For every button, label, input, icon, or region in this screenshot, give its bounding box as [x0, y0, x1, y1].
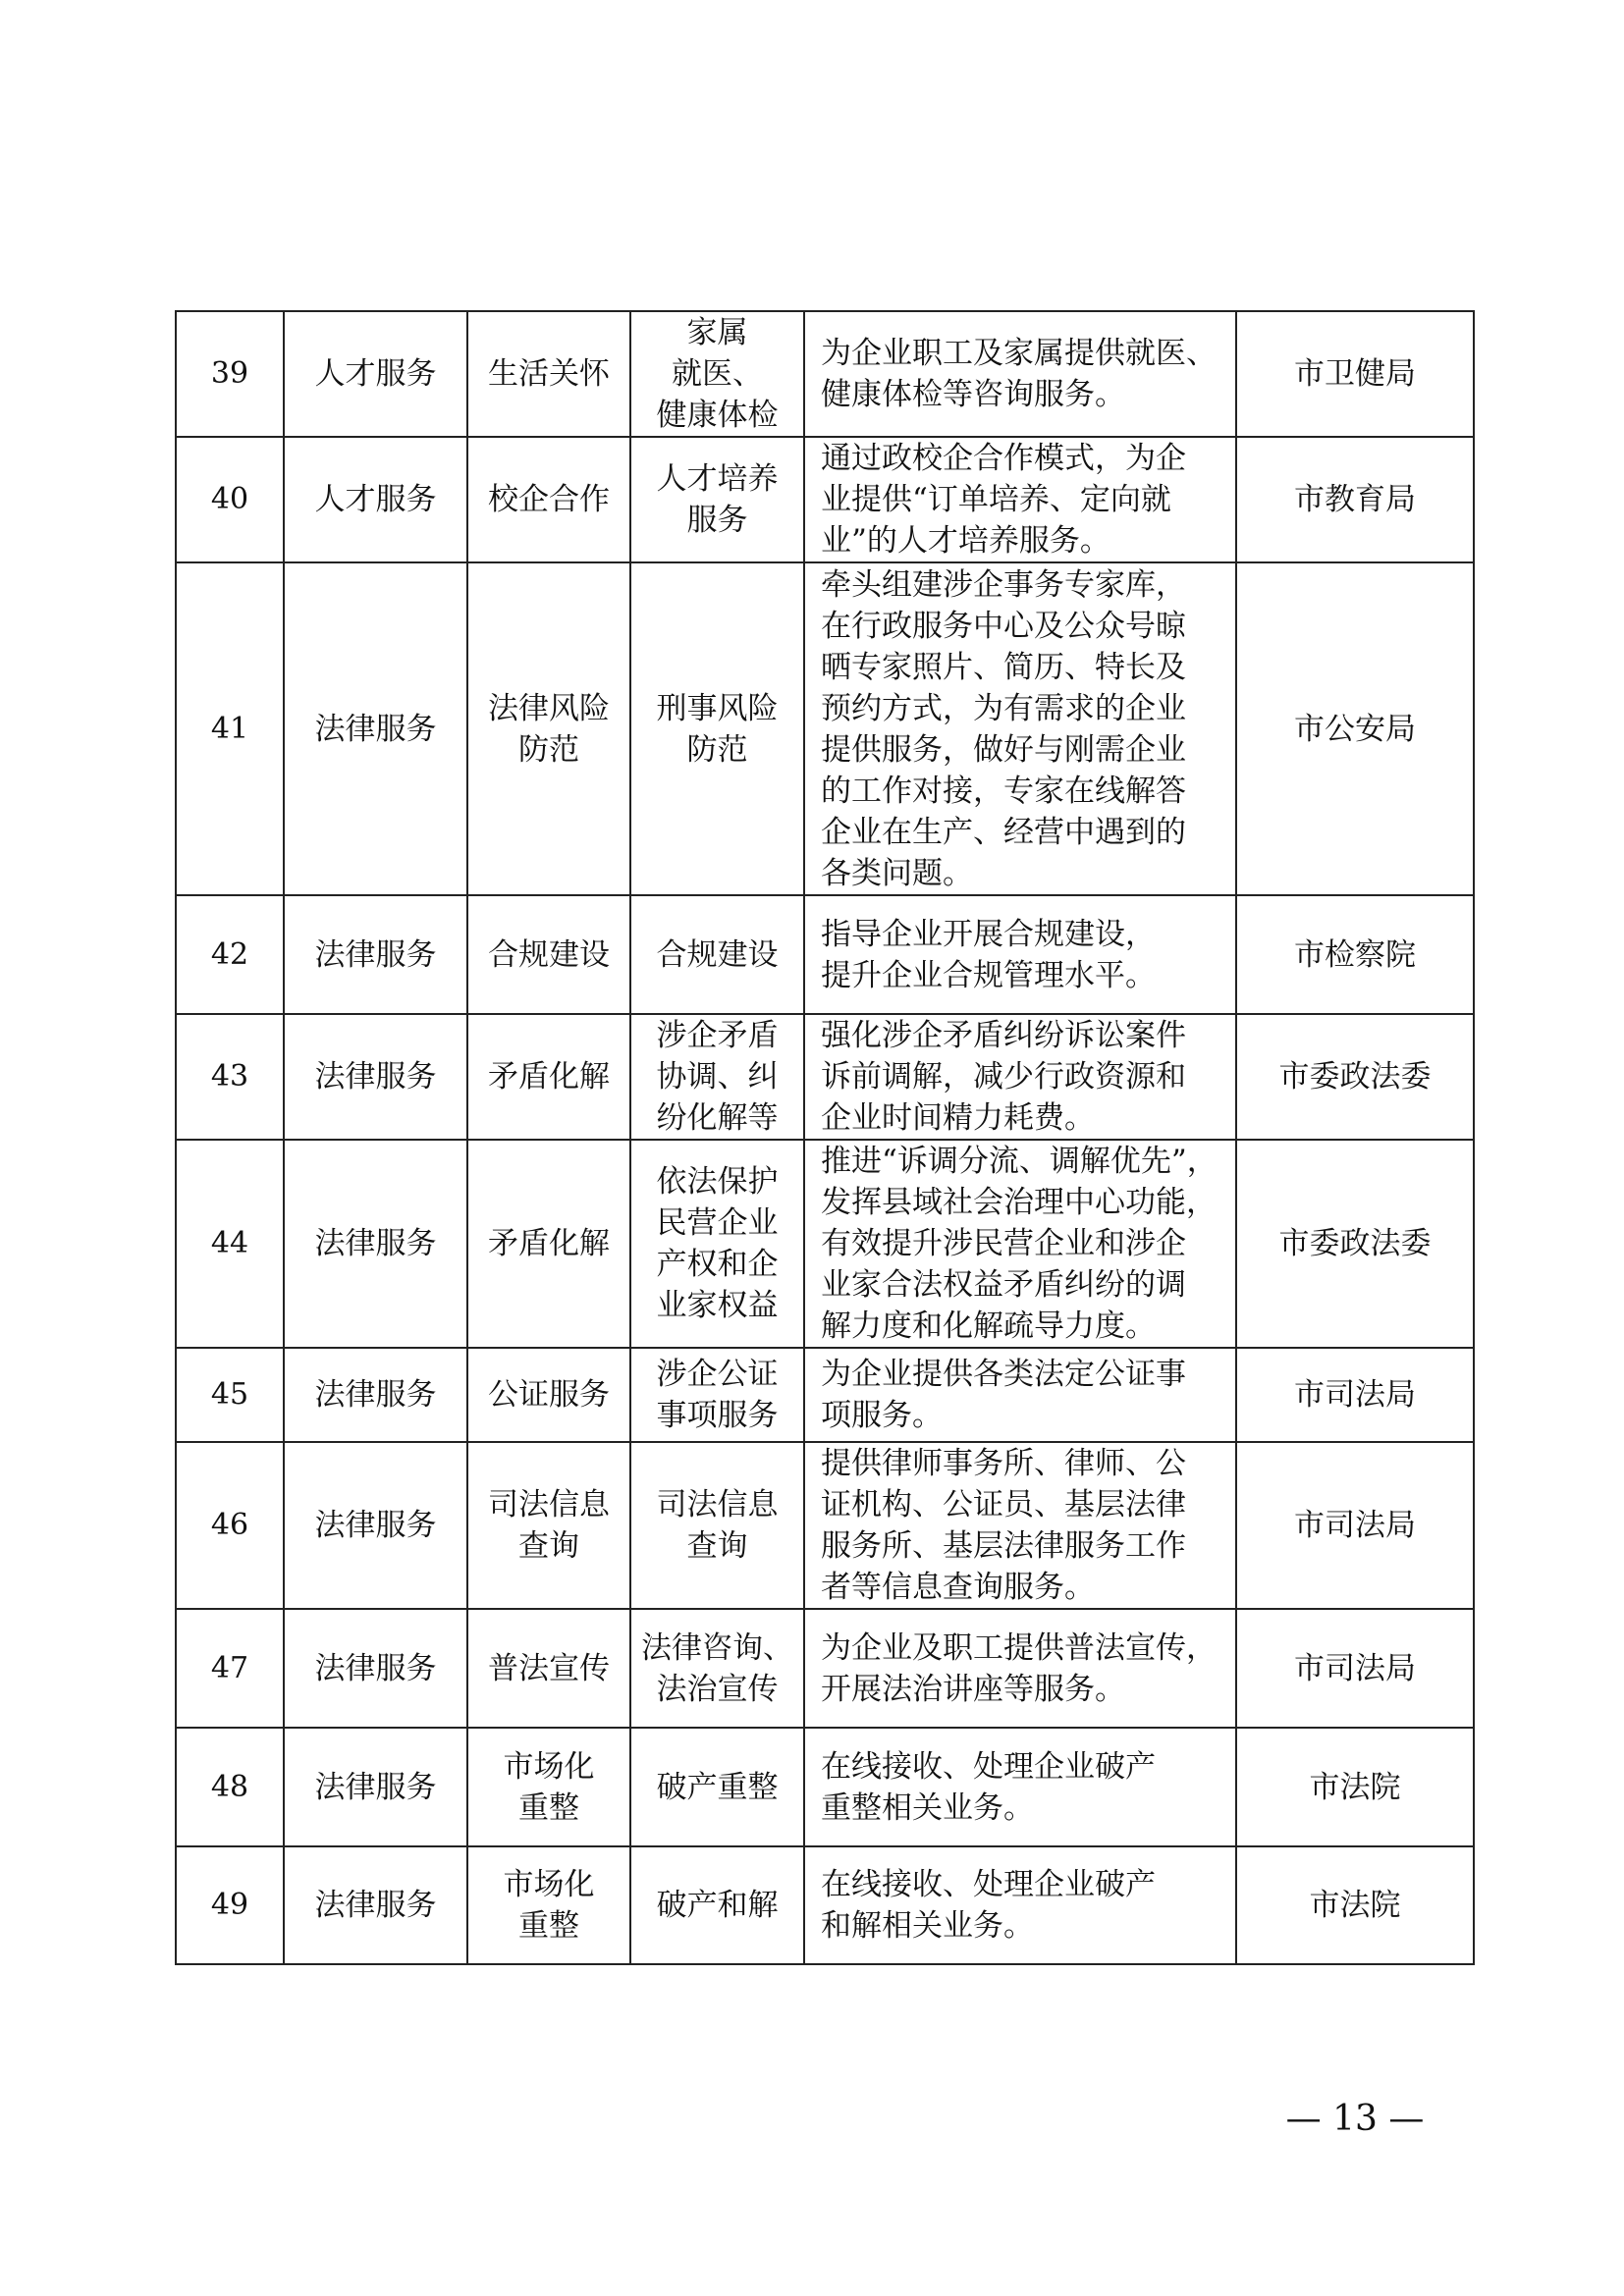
- service-item: [630, 1846, 804, 1964]
- service-table: [175, 310, 1475, 1965]
- service-description: [804, 895, 1236, 1014]
- service-item-line: 事项服务: [656, 1398, 779, 1433]
- service-subcategory-line: 校企合作: [488, 482, 610, 517]
- service-description-line: 提供服务，做好与刚需企业: [821, 731, 1186, 768]
- service-subcategory-line: 重整: [518, 1908, 579, 1944]
- responsible-department: 市教育局: [1236, 437, 1474, 562]
- service-subcategory: [467, 311, 630, 437]
- responsible-department: 市司法局: [1236, 1609, 1474, 1728]
- service-subcategory: [467, 1728, 630, 1846]
- service-item: [630, 437, 804, 562]
- service-item-line: 依法保护: [656, 1164, 779, 1200]
- service-description: [804, 1014, 1236, 1140]
- service-item: [630, 1348, 804, 1442]
- responsible-department: 市委政法委: [1236, 1140, 1474, 1348]
- service-item-line: 涉企公证: [656, 1357, 779, 1392]
- service-description-line: 业提供“订单培养、定向就: [821, 482, 1171, 517]
- service-subcategory: [467, 1609, 630, 1728]
- service-item-line: 合规建设: [656, 936, 779, 973]
- service-subcategory-line: 市场化: [503, 1867, 595, 1902]
- service-description-line: 各类问题。: [821, 855, 973, 891]
- row-number: 44: [176, 1140, 284, 1348]
- row-number: 43: [176, 1014, 284, 1140]
- service-subcategory-line: 矛盾化解: [488, 1059, 610, 1095]
- service-item-line: 破产和解: [656, 1888, 779, 1923]
- row-number: 42: [176, 895, 284, 1014]
- table-row: [176, 1609, 1474, 1728]
- table-row: [176, 895, 1474, 1014]
- table-row: [176, 1728, 1474, 1846]
- service-subcategory: [467, 1348, 630, 1442]
- service-item-line: 民营企业: [656, 1205, 779, 1241]
- service-subcategory: [467, 895, 630, 1014]
- service-item-line: 业家权益: [656, 1288, 779, 1323]
- service-description-line: 服务所、基层法律服务工作: [821, 1528, 1186, 1564]
- service-description-line: 重整相关业务。: [821, 1789, 1034, 1826]
- service-description-line: 在行政服务中心及公众号晾: [821, 608, 1186, 644]
- responsible-department: 市法院: [1236, 1728, 1474, 1846]
- service-description: [804, 1846, 1236, 1964]
- service-item-line: 纷化解等: [656, 1100, 779, 1136]
- service-item-line: 法律咨询、: [641, 1629, 793, 1666]
- service-description-line: 牵头组建涉企事务专家库，: [821, 566, 1186, 603]
- service-category: 法律服务: [284, 1609, 467, 1728]
- service-description-line: 为企业职工及家属提供就医、: [821, 336, 1217, 371]
- service-item: [630, 311, 804, 437]
- service-item: [630, 1609, 804, 1728]
- responsible-department: 市司法局: [1236, 1348, 1474, 1442]
- service-description-line: 开展法治讲座等服务。: [821, 1671, 1125, 1707]
- table-row: [176, 1846, 1474, 1964]
- table-row: [176, 1442, 1474, 1609]
- service-subcategory-line: 查询: [518, 1528, 579, 1564]
- row-number: 49: [176, 1846, 284, 1964]
- responsible-department: 市公安局: [1236, 562, 1474, 895]
- service-item-line: 产权和企: [656, 1247, 779, 1282]
- service-category: 法律服务: [284, 1140, 467, 1348]
- service-description-line: 者等信息查询服务。: [821, 1570, 1095, 1605]
- service-subcategory-line: 合规建设: [488, 936, 610, 973]
- service-description: [804, 1728, 1236, 1846]
- service-subcategory-line: 普法宣传: [488, 1650, 610, 1686]
- service-description: [804, 1348, 1236, 1442]
- service-description-line: 通过政校企合作模式，为企: [821, 441, 1186, 476]
- service-subcategory-line: 矛盾化解: [488, 1226, 610, 1261]
- service-item: [630, 562, 804, 895]
- service-item-line: 破产重整: [656, 1769, 779, 1805]
- service-description: [804, 1442, 1236, 1609]
- service-category: 法律服务: [284, 562, 467, 895]
- service-subcategory-line: 生活关怀: [488, 356, 610, 392]
- responsible-department: 市司法局: [1236, 1442, 1474, 1609]
- service-item-line: 服务: [686, 503, 748, 538]
- service-category: 法律服务: [284, 1442, 467, 1609]
- service-subcategory: [467, 1140, 630, 1348]
- service-description-line: 预约方式，为有需求的企业: [821, 690, 1186, 726]
- service-description-line: 提供律师事务所、律师、公: [821, 1446, 1186, 1481]
- table-row: [176, 562, 1474, 895]
- service-description-line: 和解相关业务。: [821, 1908, 1034, 1944]
- service-description-line: 晒专家照片、简历、特长及: [821, 649, 1186, 685]
- service-item-line: 人才培养: [656, 461, 779, 497]
- service-category: 法律服务: [284, 1846, 467, 1964]
- service-description-line: 业”的人才培养服务。: [821, 523, 1110, 559]
- table-row: [176, 311, 1474, 437]
- service-item-line: 协调、纠: [656, 1059, 779, 1095]
- service-description-line: 企业在生产、经营中遇到的: [821, 814, 1186, 850]
- service-category: 人才服务: [284, 311, 467, 437]
- service-subcategory: [467, 437, 630, 562]
- service-subcategory: [467, 1014, 630, 1140]
- service-subcategory-line: 公证服务: [488, 1377, 610, 1413]
- service-subcategory-line: 法律风险: [488, 690, 610, 726]
- service-description-line: 为企业及职工提供普法宣传，: [821, 1629, 1217, 1666]
- service-description-line: 在线接收、处理企业破产: [821, 1748, 1156, 1785]
- service-subcategory: [467, 1442, 630, 1609]
- responsible-department: 市卫健局: [1236, 311, 1474, 437]
- service-description-line: 提升企业合规管理水平。: [821, 957, 1156, 993]
- row-number: 46: [176, 1442, 284, 1609]
- service-item-line: 防范: [686, 731, 748, 768]
- service-item-line: 健康体检: [656, 398, 779, 433]
- service-description: [804, 437, 1236, 562]
- table-row: [176, 1348, 1474, 1442]
- service-subcategory-line: 重整: [518, 1789, 579, 1826]
- service-description-line: 健康体检等咨询服务。: [821, 377, 1125, 412]
- service-subcategory: [467, 1846, 630, 1964]
- service-item-line: 涉企矛盾: [656, 1018, 779, 1053]
- service-subcategory-line: 司法信息: [488, 1487, 610, 1522]
- service-description-line: 项服务。: [821, 1398, 943, 1433]
- row-number: 41: [176, 562, 284, 895]
- service-item-line: 就医、: [672, 356, 763, 392]
- service-description-line: 有效提升涉民营企业和涉企: [821, 1226, 1186, 1261]
- service-item-line: 司法信息: [656, 1487, 779, 1522]
- service-category: 法律服务: [284, 1728, 467, 1846]
- row-number: 40: [176, 437, 284, 562]
- service-description: [804, 1140, 1236, 1348]
- service-description: [804, 311, 1236, 437]
- row-number: 47: [176, 1609, 284, 1728]
- service-description-line: 证机构、公证员、基层法律: [821, 1487, 1186, 1522]
- service-item-line: 法治宣传: [656, 1671, 779, 1707]
- service-description-line: 为企业提供各类法定公证事: [821, 1357, 1186, 1392]
- service-category: 法律服务: [284, 895, 467, 1014]
- service-subcategory-line: 市场化: [503, 1748, 595, 1785]
- page-number: — 13 —: [1285, 2099, 1425, 2139]
- service-description-line: 业家合法权益矛盾纠纷的调: [821, 1267, 1186, 1303]
- service-description-line: 发挥县域社会治理中心功能，: [821, 1185, 1217, 1220]
- row-number: 39: [176, 311, 284, 437]
- responsible-department: 市法院: [1236, 1846, 1474, 1964]
- service-description: [804, 1609, 1236, 1728]
- service-subcategory: [467, 562, 630, 895]
- service-subcategory-line: 防范: [518, 731, 579, 768]
- service-item: [630, 895, 804, 1014]
- row-number: 45: [176, 1348, 284, 1442]
- service-description-line: 指导企业开展合规建设，: [821, 916, 1156, 952]
- responsible-department: 市检察院: [1236, 895, 1474, 1014]
- service-item-line: 查询: [686, 1528, 748, 1564]
- service-description-line: 解力度和化解疏导力度。: [821, 1308, 1156, 1344]
- service-description-line: 强化涉企矛盾纠纷诉讼案件: [821, 1018, 1186, 1053]
- service-category: 人才服务: [284, 437, 467, 562]
- service-category: 法律服务: [284, 1348, 467, 1442]
- service-description: [804, 562, 1236, 895]
- responsible-department: 市委政法委: [1236, 1014, 1474, 1140]
- service-item: [630, 1442, 804, 1609]
- table-row: [176, 1014, 1474, 1140]
- row-number: 48: [176, 1728, 284, 1846]
- service-item-line: 家属: [686, 315, 748, 350]
- service-item: [630, 1728, 804, 1846]
- service-item-line: 刑事风险: [656, 690, 779, 726]
- service-description-line: 诉前调解，减少行政资源和: [821, 1059, 1186, 1095]
- service-description-line: 推进“诉调分流、调解优先”，: [821, 1144, 1218, 1179]
- table-row: [176, 437, 1474, 562]
- service-category: 法律服务: [284, 1014, 467, 1140]
- service-description-line: 企业时间精力耗费。: [821, 1100, 1095, 1136]
- service-item: [630, 1140, 804, 1348]
- service-description-line: 在线接收、处理企业破产: [821, 1867, 1156, 1902]
- service-description-line: 的工作对接，专家在线解答: [821, 773, 1186, 809]
- table-row: [176, 1140, 1474, 1348]
- service-item: [630, 1014, 804, 1140]
